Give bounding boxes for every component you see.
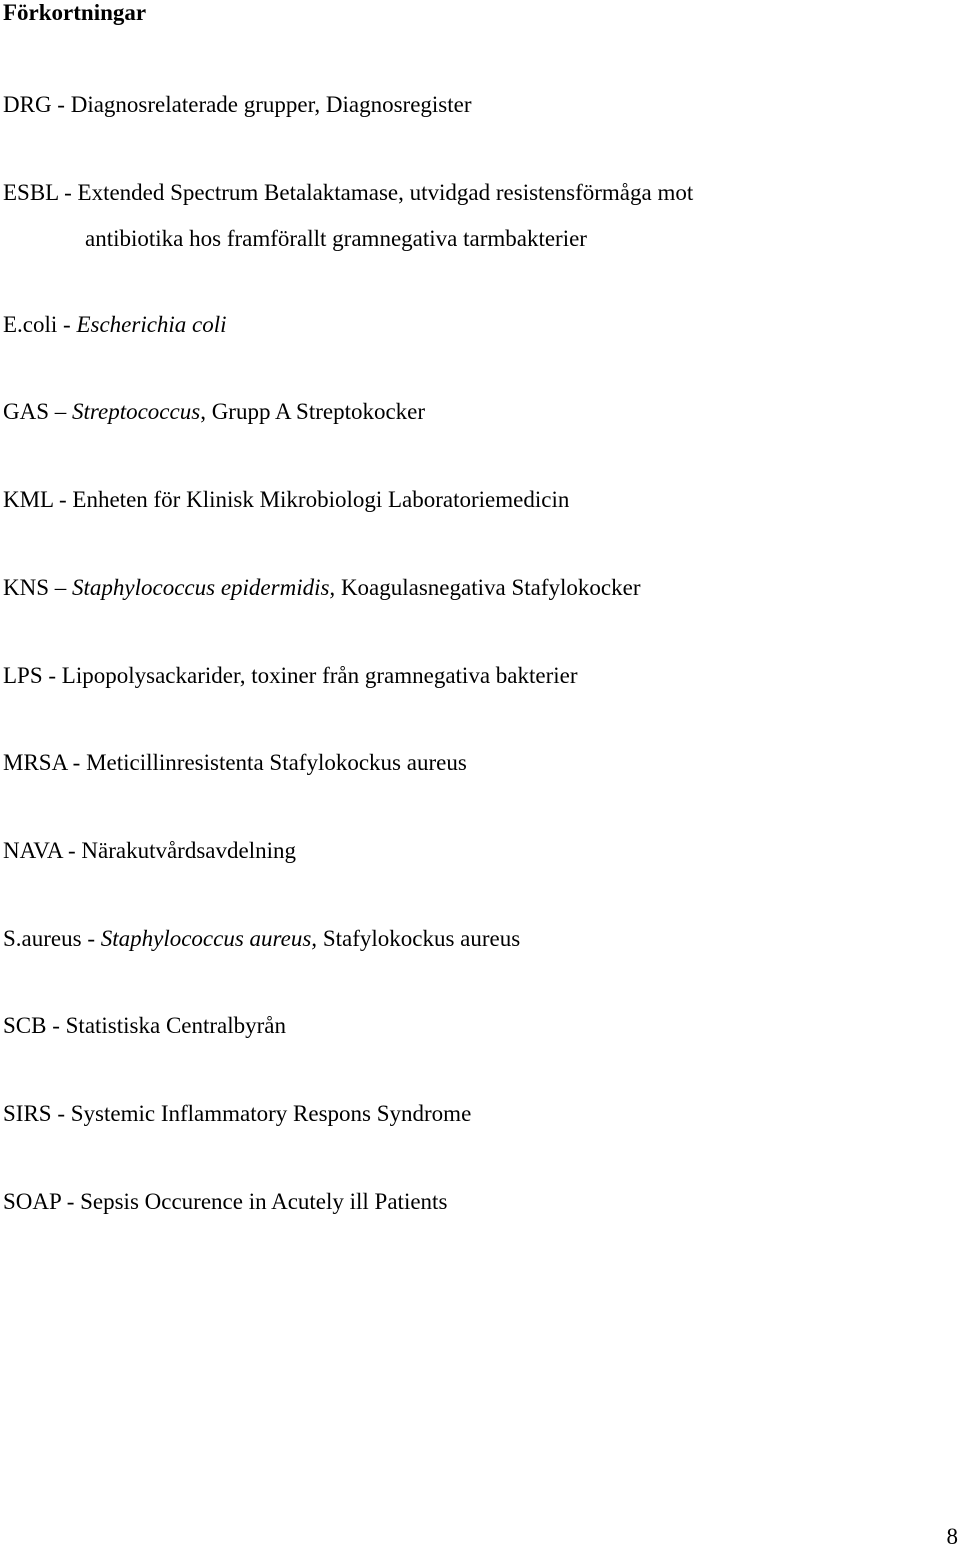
abbreviation-sirs	[3, 1091, 471, 1137]
entry-italic: Escherichia coli	[76, 312, 227, 337]
abbreviation-scb	[3, 1003, 286, 1049]
abbreviation-lps	[3, 653, 578, 699]
abbreviation-kns	[3, 565, 640, 611]
entry-italic: Streptococcus	[72, 399, 201, 424]
abbreviation-gas	[3, 389, 425, 435]
entry-text: GAS –	[3, 399, 73, 424]
page-title: Förkortningar	[3, 0, 147, 25]
entry-text: KNS –	[3, 575, 73, 600]
entry-text: E.coli -	[3, 312, 77, 337]
abbreviation-ecoli	[3, 302, 227, 348]
entry-text: LPS - Lipopolysackarider, toxiner från gramnegativa bakterier	[3, 663, 578, 688]
entry-text: NAVA - Närakutvårdsavdelning	[3, 838, 296, 863]
abbreviation-saureus	[3, 916, 520, 962]
abbreviation-kml	[3, 477, 569, 523]
entry-italic: Staphylococcus aureus,	[100, 926, 318, 951]
abbreviation-nava	[3, 828, 296, 874]
entry-suffix: Stafylokockus aureus	[317, 926, 521, 951]
entry-text: SOAP - Sepsis Occurence in Acutely ill Patients	[3, 1189, 448, 1214]
entry-text: S.aureus -	[3, 926, 101, 951]
entry-suffix: Koagulasnegativa Stafylokocker	[335, 575, 641, 600]
entry-continuation: antibiotika hos framförallt gramnegativa tarmbakterier	[85, 226, 587, 251]
entry-italic: Staphylococcus epidermidis,	[72, 575, 336, 600]
entry-text: MRSA - Meticillinresistenta Stafylokockus aureus	[3, 750, 467, 775]
entry-text: KML - Enheten för Klinisk Mikrobiologi Laboratoriemedicin	[3, 487, 570, 512]
entry-text: SCB - Statistiska Centralbyrån	[3, 1013, 287, 1038]
entry-text: SIRS - Systemic Inflammatory Respons Syndrome	[3, 1101, 472, 1126]
page-number: 8	[946, 1524, 958, 1549]
entry-text: DRG - Diagnosrelaterade grupper, Diagnosregister	[3, 92, 472, 117]
entry-suffix: , Grupp A Streptokocker	[200, 399, 426, 424]
entry-text: ESBL - Extended Spectrum Betalaktamase, utvidgad resistensförmåga mot	[3, 180, 694, 205]
abbreviation-drg	[3, 82, 472, 128]
abbreviation-mrsa	[3, 740, 467, 786]
abbreviation-soap	[3, 1179, 447, 1225]
abbreviation-esbl	[3, 170, 693, 262]
